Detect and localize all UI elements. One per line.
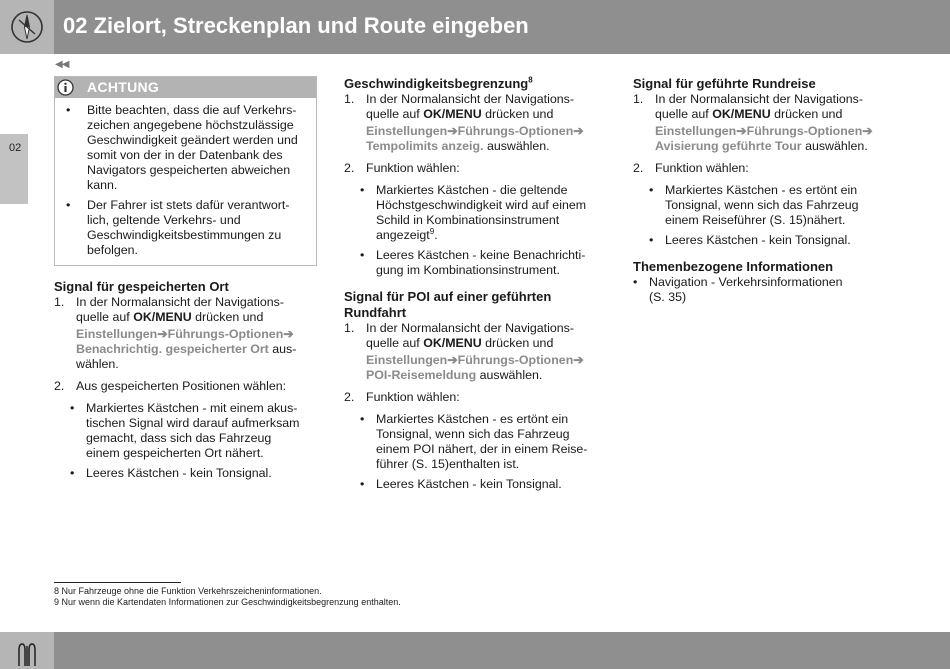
step-number: 1. <box>344 321 355 336</box>
text-line: befolgen. <box>87 243 138 257</box>
menu-path: Einstellungen➔Führungs-Optionen➔ <box>366 353 584 368</box>
step-1: 1. In der Normalansicht der Navigations- quelle auf OK/MENU drücken und Einstellungen➔Führungs-Optionen➔ POI-Reisemeldung auswählen. <box>344 321 606 383</box>
ok-menu-key: OK/MENU <box>712 107 771 121</box>
step-1: 1. In der Normalansicht der Navigations- quelle auf OK/MENU drücken und Einstellungen➔Führungs-Optionen➔ Avisierung geführte Tour auswählen. <box>633 92 903 154</box>
column-right <box>633 76 903 305</box>
arrow-icon: ➔ <box>157 327 168 341</box>
ok-menu-key: OK/MENU <box>133 310 192 324</box>
step-1: 1. In der Normalansicht der Navigations- quelle auf OK/MENU drücken und Einstellungen➔Führungs-Optionen➔ Tempolimits anzeig. auswählen. <box>344 92 606 154</box>
compass-icon <box>10 10 44 44</box>
list-item: • Leeres Kästchen - kein Tonsignal. <box>649 233 851 247</box>
option-list <box>633 183 903 248</box>
arrow-icon: ➔ <box>736 124 747 138</box>
bullet: • <box>66 103 71 117</box>
warning-info-icon <box>57 79 74 96</box>
bullet: • <box>70 401 75 415</box>
section-poi <box>344 289 606 492</box>
section-heading: Themenbezogene Informationen <box>633 259 834 274</box>
option-list <box>54 401 317 481</box>
text-line: zeichen angegebene höchstzulässige <box>87 118 294 132</box>
arrow-icon: ➔ <box>447 124 458 138</box>
section-saved-location <box>54 279 317 481</box>
step-2: 2. Funktion wählen: <box>633 161 749 175</box>
arrow-icon: ➔ <box>573 353 584 368</box>
arrow-icon: ➔ <box>447 353 458 368</box>
warning-header <box>55 77 316 98</box>
bullet: • <box>360 248 365 263</box>
list-item: • Leeres Kästchen - kein Tonsignal. <box>360 477 562 492</box>
list-item: • Markiertes Kästchen - es ertönt ein Tonsignal, wenn sich das Fahrzeug einem Reiseführer (S. 15)nähert. <box>649 183 859 227</box>
step-2 <box>54 379 317 394</box>
text-line: Aus gespeicherten Positionen wählen: <box>76 379 287 393</box>
footnote-8: 8 Nur Fahrzeuge ohne die Funktion Verkehrszeicheninformationen. <box>54 586 322 596</box>
header-bar <box>0 0 950 54</box>
option-list <box>344 183 606 278</box>
text-line: lich, geltende Verkehrs- und <box>87 213 241 227</box>
book-icon[interactable] <box>0 632 54 669</box>
list-item: • Leeres Kästchen - keine Benachrichti- gung im Kombinationsinstrument. <box>360 248 586 278</box>
bullet: • <box>66 198 71 212</box>
arrow-icon: ➔ <box>862 124 873 138</box>
compass-icon-box <box>0 0 54 54</box>
text-line: Geschwindigkeit geändert werden und <box>87 133 298 147</box>
text-line: somit von der in der Datenbank des <box>87 148 283 162</box>
footnote-divider <box>54 582 181 583</box>
chapter-tab-label: 02 <box>9 142 22 154</box>
page-title: 02 Zielort, Streckenplan und Route eingeben <box>63 13 529 38</box>
text-line: Navigators gespeicherten abweichen <box>87 163 291 177</box>
menu-path: Einstellungen➔Führungs-Optionen➔ <box>655 124 873 138</box>
arrow-icon: ➔ <box>283 327 294 341</box>
warning-item <box>55 193 316 258</box>
warning-title: ACHTUNG <box>87 79 160 95</box>
section-heading: Signal für POI auf einer geführten Rundfahrt <box>344 289 552 321</box>
ok-menu-key: OK/MENU <box>423 107 482 121</box>
step-number: 2. <box>344 161 355 175</box>
step-number: 2. <box>54 379 65 393</box>
section-topics <box>633 259 903 305</box>
step-number: 2. <box>633 161 644 175</box>
warning-box <box>54 76 317 266</box>
footer-icon-box <box>0 632 54 669</box>
step-number: 1. <box>54 295 65 309</box>
step-number: 1. <box>633 92 644 106</box>
chapter-tab[interactable] <box>0 134 28 204</box>
step-2: 2. Funktion wählen: <box>344 390 460 405</box>
list-item: • Markiertes Kästchen - die geltende Höchstgeschwindigkeit wird auf einem Schild in Kombinationsinstrument angezeigt$^9$. <box>360 183 587 243</box>
list-item: • Markiertes Kästchen - mit einem akus- tischen Signal wird darauf aufmerksam gemacht, dass sich das Fahrzeug einem gespeicherten Ort nähert. <box>70 401 300 460</box>
ok-menu-key: OK/MENU <box>423 336 482 351</box>
option-list <box>344 412 606 492</box>
warning-item <box>55 98 316 193</box>
text-line: Geschwindigkeitsbestimmungen zu <box>87 228 282 242</box>
bullet: • <box>70 466 75 480</box>
menu-path: Einstellungen➔Führungs-Optionen➔ <box>366 124 584 138</box>
arrow-icon: ➔ <box>573 124 584 138</box>
bullet: • <box>649 183 654 197</box>
footer-bar <box>0 632 950 669</box>
step-number: 2. <box>344 390 355 405</box>
section-heading: Signal für gespeicherten Ort <box>54 279 229 294</box>
text-line: Benachrichtig. gespeicherter Ort aus- <box>76 342 297 356</box>
section-heading: Geschwindigkeitsbegrenzung$^8$ <box>344 75 533 91</box>
text-line: kann. <box>87 178 118 192</box>
bullet: • <box>649 233 654 247</box>
text-line: wählen. <box>76 357 119 371</box>
column-left <box>54 76 317 481</box>
text-line: Bitte beachten, dass die auf Verkehrs- <box>87 103 297 117</box>
bullet: • <box>360 183 365 197</box>
footnote-9: 9 Nur wenn die Kartendaten Informationen zur Geschwindigkeitsbegrenzung enthalten. <box>54 597 401 607</box>
related-link[interactable]: • Navigation - Verkehrsinformationen (S. 35) <box>633 275 843 304</box>
bullet: • <box>360 412 365 427</box>
step-2: 2. Funktion wählen: <box>344 161 460 175</box>
bullet: • <box>633 275 638 289</box>
step-1 <box>54 295 317 372</box>
section-heading: Signal für geführte Rundreise <box>633 76 816 91</box>
text-line: quelle auf OK/MENU drücken und <box>76 310 264 324</box>
list-item: • Markiertes Kästchen - es ertönt ein Tonsignal, wenn sich das Fahrzeug einem POI nähert, der in einem Reise- führer (S. 15)enthalten ist. <box>360 412 588 472</box>
text-line: Der Fahrer ist stets dafür verantwort- <box>87 198 290 212</box>
column-middle <box>344 76 606 492</box>
menu-path: Einstellungen➔Führungs-Optionen➔ <box>76 327 294 341</box>
rewind-icon[interactable]: ◀◀ <box>55 59 69 70</box>
list-item: • Leeres Kästchen - kein Tonsignal. <box>70 466 272 480</box>
step-number: 1. <box>344 92 355 106</box>
text-line: In der Normalansicht der Navigations- <box>76 295 284 309</box>
bullet: • <box>360 477 365 492</box>
